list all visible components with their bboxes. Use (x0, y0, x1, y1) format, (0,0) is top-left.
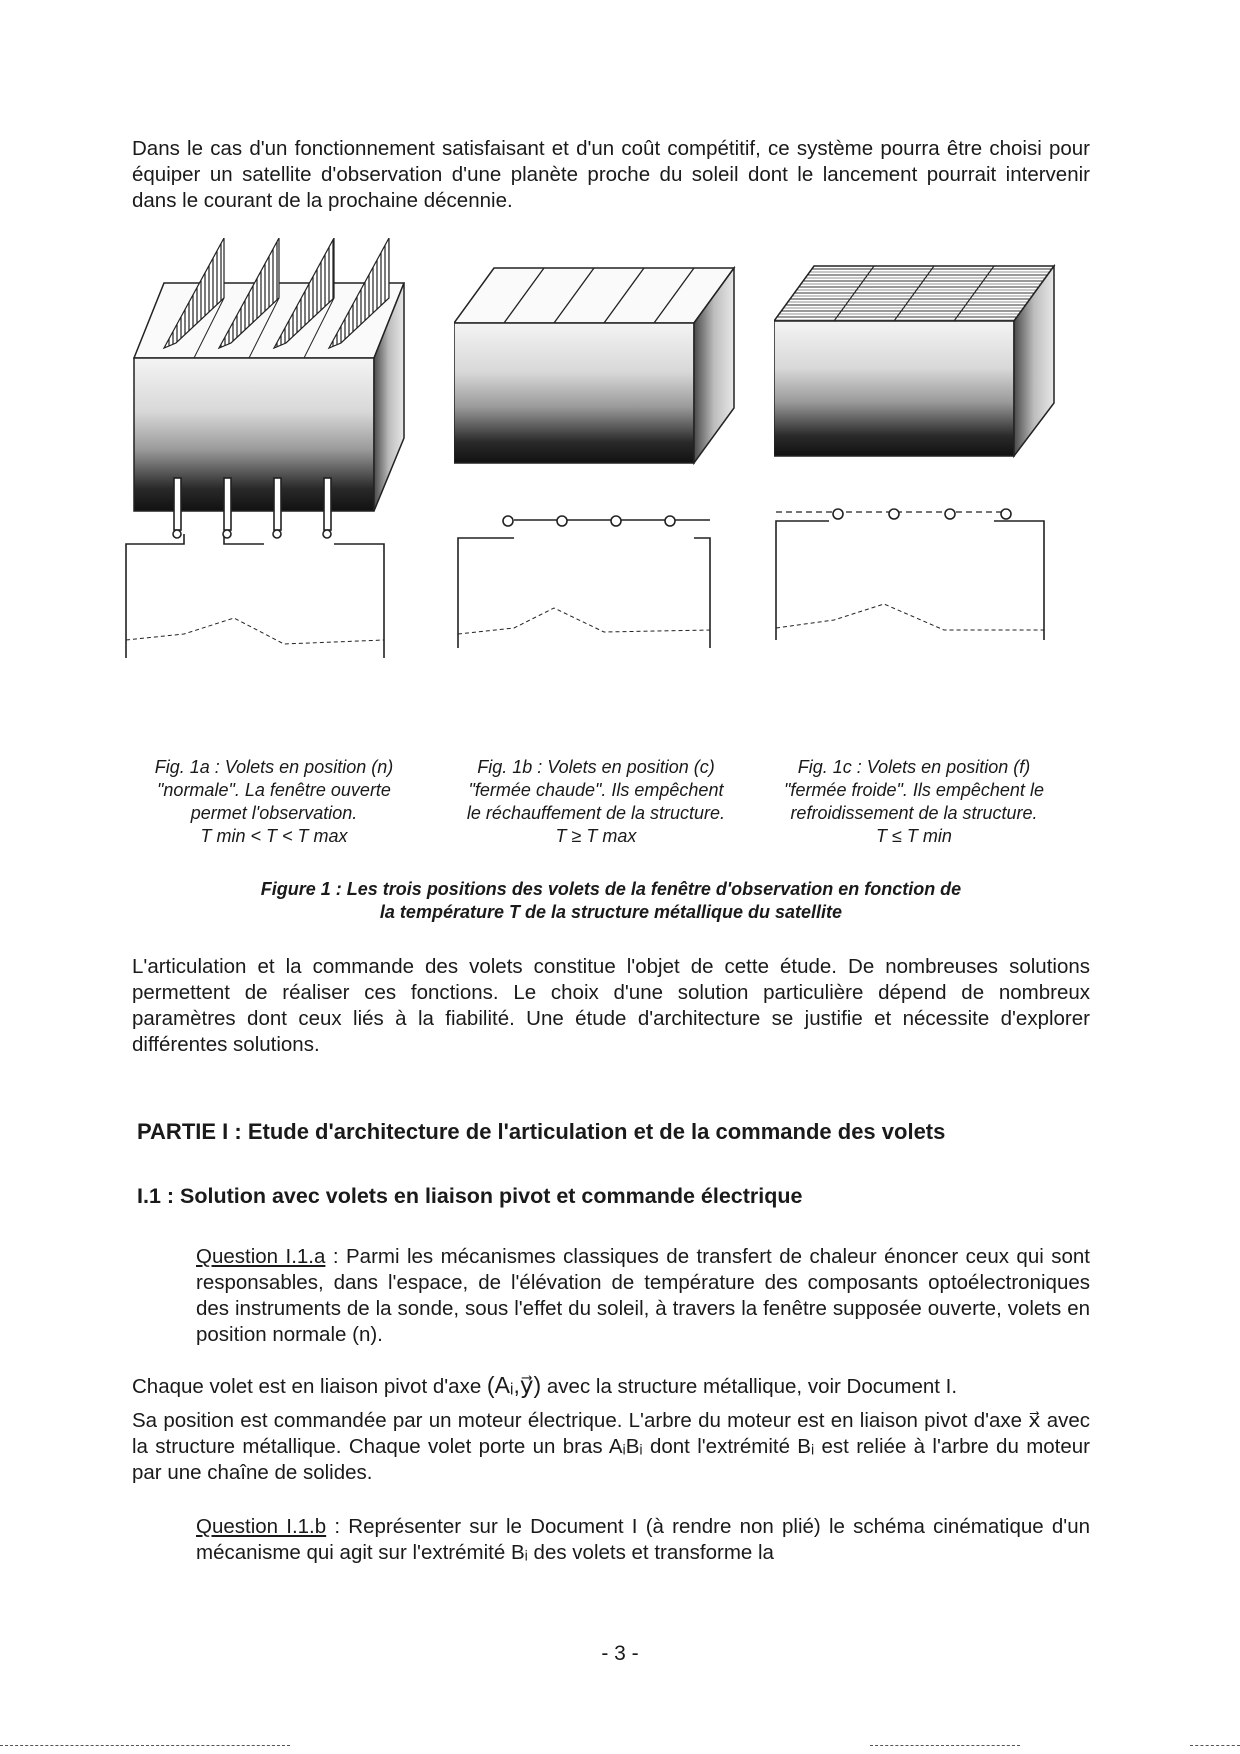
axis-expression: (Aᵢ,y⃗) (486, 1372, 542, 1398)
figure-1b-drawing (454, 238, 764, 738)
footer-rule (1190, 1745, 1240, 1746)
intro-paragraph: Dans le cas d'un fonctionnement satisfaisant et d'un coût compétitif, ce système pourra être choisi pour équiper un satellite d'observation d'une planète proche du soleil dont le lancement pourrait intervenir dans le courant de la prochaine décennie. (132, 137, 1090, 212)
section-title: I.1 : Solution avec volets en liaison pivot et commande électrique (137, 1184, 803, 1208)
question-1-1-b (196, 1514, 1090, 1566)
caption-line: Fig. 1a : Volets en position (n) (154, 757, 394, 777)
figure-1c-drawing (774, 238, 1084, 738)
text-segment: Chaque volet est en liaison pivot d'axe (132, 1375, 487, 1398)
figure-1a-caption (124, 756, 424, 848)
question-label: Question I.1.b (196, 1515, 327, 1538)
figure-1a-drawing (124, 238, 434, 738)
page-number: - 3 - (601, 1642, 639, 1665)
caption-line: "normale". La fenêtre ouverte (157, 780, 391, 800)
caption-line: T ≥ T max (555, 826, 637, 846)
paragraph-architecture: L'articulation et la commande des volets constitue l'objet de cette étude. De nombreuses solutions permettent de réaliser ces fonctions. Le choix d'une solution particulière dépend de nombreux paramètres dont ceux liés à la fiabilité. Une étude d'architecture se justifie et nécessite d'explorer différentes solutions. (132, 955, 1090, 1056)
question-label: Question I.1.a (196, 1245, 326, 1268)
axis-vector: x⃗ (1028, 1409, 1041, 1432)
caption-line: T ≤ T min (876, 826, 952, 846)
figure-1c-caption (764, 756, 1064, 848)
text-segment: avec la structure métallique. Chaque volet porte un bras AᵢBᵢ dont l'extrémité Bᵢ est reliée à l'arbre du moteur par une chaîne de solides. (132, 1409, 1090, 1484)
caption-line: le réchauffement de la structure. (466, 803, 726, 823)
figure-1 (124, 238, 1084, 846)
caption-line: "fermée froide". Ils empêchent le (784, 780, 1044, 800)
figure-title-line: Figure 1 : Les trois positions des volets de la fenêtre d'observation en fonction de (260, 879, 962, 899)
caption-line: "fermée chaude". Ils empêchent (468, 780, 724, 800)
figure-1-title (132, 878, 1090, 924)
question-1-1-a (196, 1244, 1090, 1348)
question-text: : Parmi les mécanismes classiques de transfert de chaleur énoncer ceux qui sont responsables, dans l'espace, de l'élévation de température des composants optoélectroniques des instruments de la sonde, sous l'effet du soleil, à travers la fenêtre supposée ouverte, volets en position normale (n). (196, 1245, 1090, 1346)
footer-rule (870, 1745, 1020, 1746)
paragraph-pivot (132, 1372, 1090, 1400)
text-segment: avec la structure métallique, voir Document I. (541, 1375, 958, 1398)
question-text: : Représenter sur le Document I (à rendre non plié) le schéma cinématique d'un mécanisme qui agit sur l'extrémité Bᵢ des volets et transforme la (196, 1515, 1090, 1564)
figure-1b-caption (446, 756, 746, 848)
footer-rule (0, 1745, 290, 1746)
caption-line: permet l'observation. (190, 803, 358, 823)
caption-line: Fig. 1b : Volets en position (c) (477, 757, 715, 777)
caption-line: refroidissement de la structure. (790, 803, 1038, 823)
part-title: PARTIE I : Etude d'architecture de l'articulation et de la commande des volets (137, 1119, 946, 1144)
text-segment: Sa position est commandée par un moteur électrique. L'arbre du moteur est en liaison pivot d'axe (132, 1409, 1029, 1432)
figure-title-line: la température T de la structure métallique du satellite (379, 902, 843, 922)
caption-line: T min < T < T max (200, 826, 348, 846)
caption-line: Fig. 1c : Volets en position (f) (797, 757, 1031, 777)
paragraph-motor (132, 1408, 1090, 1486)
